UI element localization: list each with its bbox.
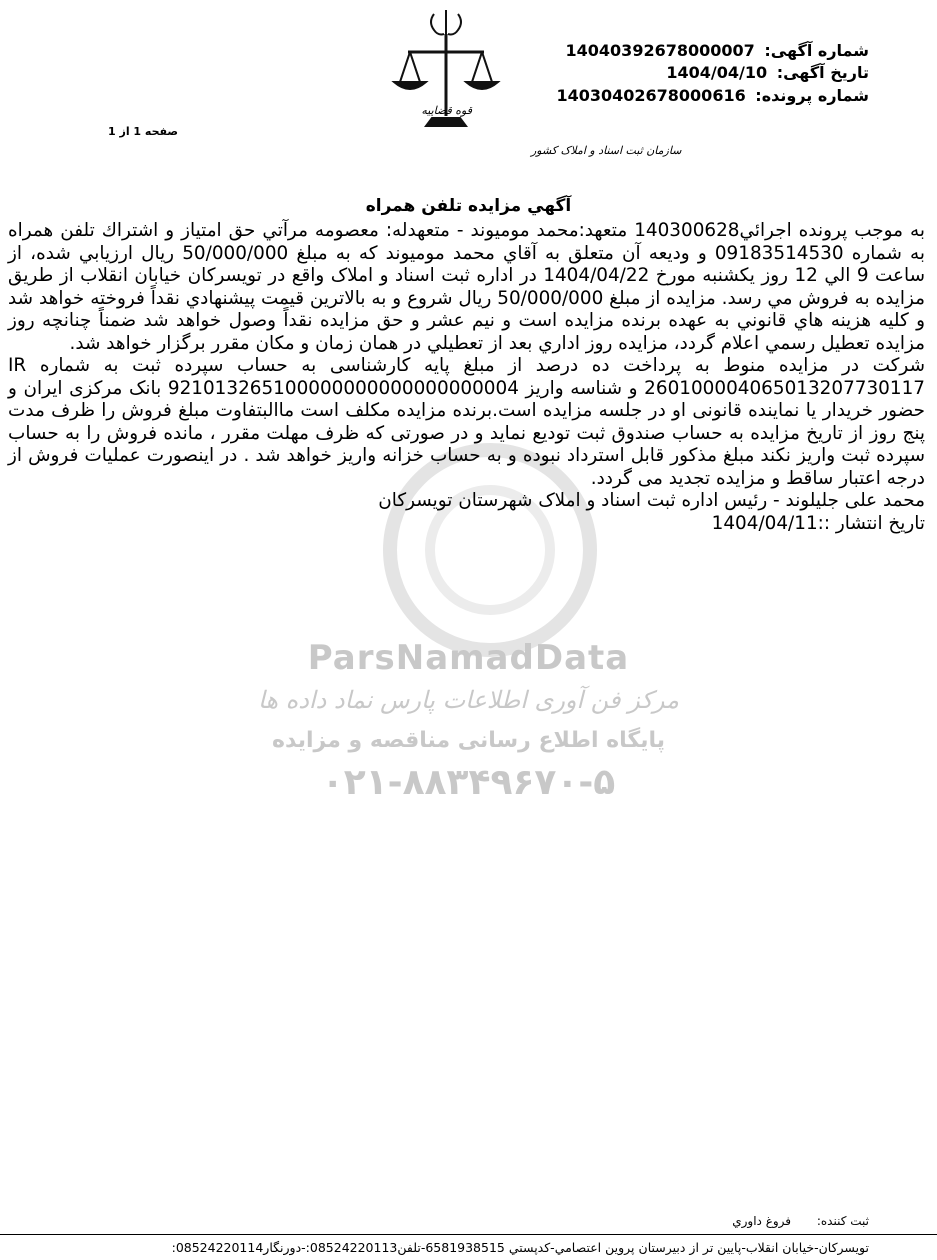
ad-number-label: شماره آگهی: <box>764 41 869 60</box>
registrar-name: فروغ داوري <box>732 1214 792 1228</box>
emblem-text-1: قوه قضاییه <box>421 104 472 117</box>
watermark-line-2: پایگاه اطلاع رسانی مناقصه و مزایده <box>272 728 665 753</box>
watermark-phone: ۰۲۱-۸۸۳۴۹۶۷۰-۵ <box>321 762 616 803</box>
publish-date-label: تاریخ انتشار : <box>823 512 925 534</box>
page-indicator: صفحه 1 از 1 <box>108 125 179 138</box>
case-number-row <box>556 85 869 107</box>
watermark-line-1: مرکز فن آوری اطلاعات پارس نماد داده ها <box>258 686 679 714</box>
publish-date-row <box>8 513 925 536</box>
registrar-row <box>732 1214 869 1228</box>
notice-body <box>8 220 925 535</box>
ad-date-row <box>666 62 869 84</box>
watermark-brand: ParsNamadData <box>307 638 630 678</box>
footer-divider <box>0 1234 937 1235</box>
registrar-label: ثبت كننده: <box>816 1214 869 1228</box>
iban: IR 260100004065013207730117 <box>8 355 925 399</box>
case-number-label: شماره پرونده: <box>755 86 869 105</box>
body-paragraph-2b: و شناسه واریز <box>525 377 638 399</box>
ad-date-label: تاریخ آگهی: <box>776 63 869 82</box>
body-paragraph-2c: بانک مرکزی ایران و حضور خریدار یا نماینده قانونی او در جلسه مزایده است.برنده مزایده مکلف است ماالبتفاوت مبلغ فروش را ظرف مدت پنج روز از تاریخ مزایده به حساب صندوق ثبت تودیع نماید و در صورتی که ظرف مهلت مقرر ، مانده فروش را به حساب سپرده ثبت واریز نکند مبلغ مذکور قابل استرداد نبوده و به حساب خزانه واریز خواهد شد . در اینصورت عملیات فروش از درجه اعتبار ساقط و مزایده تجدید می گردد. <box>8 377 925 489</box>
deposit-id: 921013265100000000000000000004 <box>167 377 519 399</box>
case-number: 14030402678000616 <box>556 86 746 105</box>
body-paragraph-2a: شرکت در مزایده منوط به پرداخت ده درصد از مبلغ پایه کارشناسی به حساب سپرده ثبت به شماره <box>39 355 925 376</box>
footer-address: تويسركان-خيابان انقلاب-پايين تر از دبيرستان پروين اعتصامي-كدپستي 6581938515-تلفن08524220113:-دورنگار08524220114: <box>171 1240 869 1255</box>
ad-number-row <box>566 40 869 62</box>
emblem-text-2: سازمان ثبت اسناد و املاک کشور <box>531 144 682 157</box>
ad-number: 14040392678000007 <box>565 41 755 60</box>
body-paragraph-1: به موجب پرونده اجرائي140300628 متعهد:محمد موميوند - متعهدله: معصومه مرآتي حق امتياز و اشتراك تلفن همراه به شماره 09183514530 و وديعه آن متعلق به آقاي محمد موميوند كه به مبلغ 50/000/000 ريال ارزيابي شده، از ساعت 9 الي 12 روز يكشنبه مورخ 1404/04/22 در اداره ثبت اسناد و املاک واقع در تويسركان خيابان انقلاب از طريق مزايده به فروش مي رسد. مزايده از مبلغ 50/000/000 ريال شروع و به بالاترين قيمت پيشنهادي نقداً فروخته خواهد شد و كليه هزينه هاي قانوني به عهده برنده مزايده است و نيم عشر و حق مزايده نقداً وصول خواهد شد ضمناً چنانچه روز مزايده تعطيل رسمي اعلام گردد، مزايده روز اداري بعد از تعطيلي در همان زمان و مكان مقرر برگزار خواهد شد. <box>8 220 926 354</box>
body-paragraph-2 <box>8 355 925 490</box>
notice-title: آگهي مزايده تلفن همراه <box>365 196 572 216</box>
signature: محمد علی جلیلوند - رئیس اداره ثبت اسناد و املاک شهرستان تویسرکان <box>378 490 925 511</box>
publish-date: 1404/04/11: <box>711 512 824 534</box>
ad-date: 1404/04/10 <box>666 63 768 82</box>
